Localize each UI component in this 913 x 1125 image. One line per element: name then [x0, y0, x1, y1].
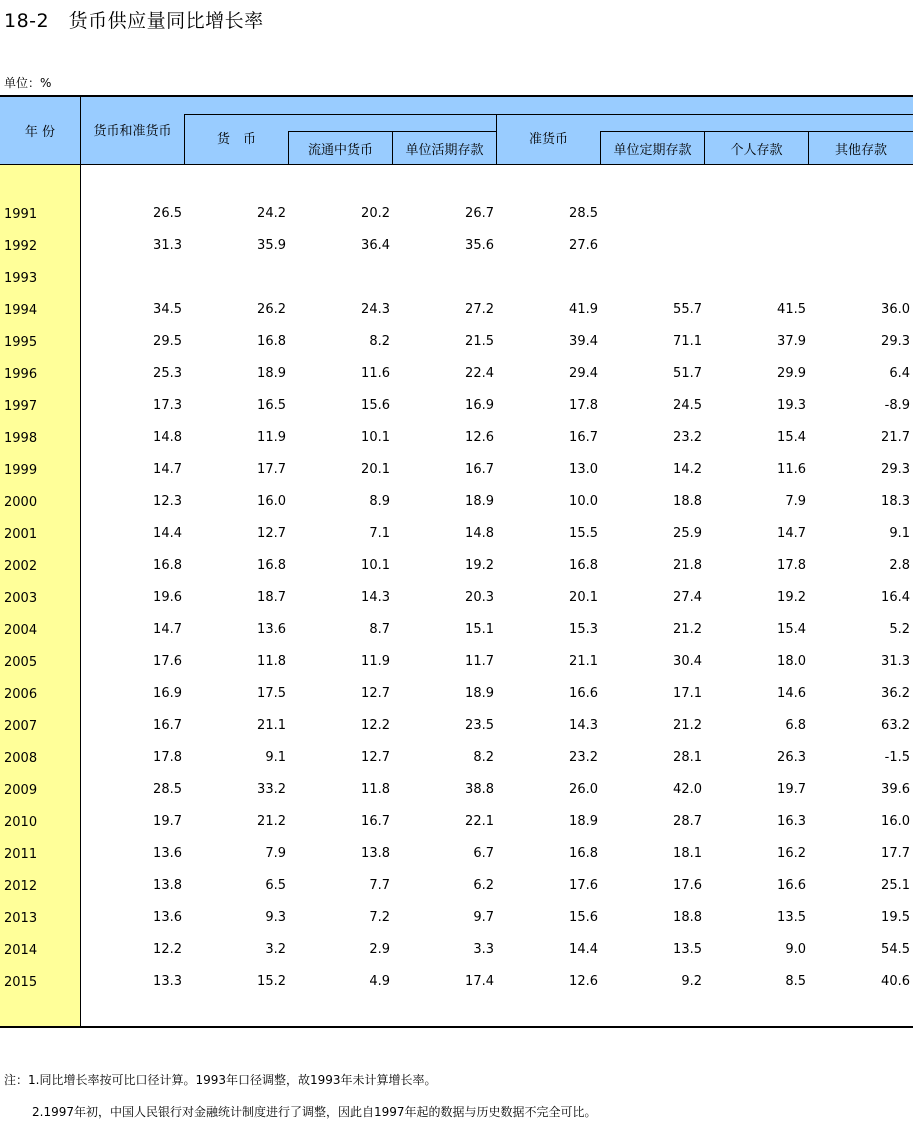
- value-cell: 21.2: [673, 718, 702, 733]
- value-cell: 18.0: [777, 654, 806, 669]
- year-cell: 1995: [4, 335, 38, 350]
- value-cell: 15.3: [569, 622, 598, 637]
- value-cell: 28.5: [153, 782, 182, 797]
- table-row: [0, 773, 913, 805]
- value-cell: 63.2: [881, 718, 910, 733]
- value-cell: 13.3: [153, 974, 182, 989]
- value-cell: 11.6: [361, 366, 390, 381]
- value-cell: 16.7: [465, 462, 494, 477]
- value-cell: 18.9: [465, 494, 494, 509]
- value-cell: 28.5: [569, 206, 598, 221]
- value-cell: 7.9: [265, 846, 286, 861]
- header-m2: 货币和准货币: [93, 123, 172, 139]
- table-row: [0, 357, 913, 389]
- value-cell: 14.3: [361, 590, 390, 605]
- value-cell: 21.5: [465, 334, 494, 349]
- value-cell: 35.9: [257, 238, 286, 253]
- value-cell: 12.2: [361, 718, 390, 733]
- value-cell: 3.2: [265, 942, 286, 957]
- value-cell: 16.0: [881, 814, 910, 829]
- year-cell: 2009: [4, 783, 38, 798]
- value-cell: 14.6: [777, 686, 806, 701]
- value-cell: 8.2: [369, 334, 390, 349]
- value-cell: 9.3: [265, 910, 286, 925]
- header-personal-deposits: 个人存款: [730, 142, 783, 158]
- table-row: [0, 869, 913, 901]
- value-cell: 13.6: [153, 846, 182, 861]
- year-cell: 2010: [4, 815, 38, 830]
- value-cell: 16.8: [257, 334, 286, 349]
- value-cell: 15.4: [777, 430, 806, 445]
- value-cell: 11.8: [257, 654, 286, 669]
- value-cell: 11.9: [257, 430, 286, 445]
- value-cell: 16.8: [569, 846, 598, 861]
- value-cell: 24.3: [361, 302, 390, 317]
- value-cell: 16.8: [569, 558, 598, 573]
- value-cell: 21.1: [569, 654, 598, 669]
- header-other-deposits: 其他存款: [834, 142, 887, 158]
- table-row: [0, 517, 913, 549]
- value-cell: 15.5: [569, 526, 598, 541]
- value-cell: 26.2: [257, 302, 286, 317]
- value-cell: 17.7: [881, 846, 910, 861]
- value-cell: 55.7: [673, 302, 702, 317]
- value-cell: 26.3: [777, 750, 806, 765]
- value-cell: 71.1: [673, 334, 702, 349]
- table-row: [0, 965, 913, 997]
- value-cell: 26.7: [465, 206, 494, 221]
- value-cell: 7.9: [785, 494, 806, 509]
- year-cell: 1997: [4, 399, 38, 414]
- value-cell: 26.0: [569, 782, 598, 797]
- value-cell: 28.1: [673, 750, 702, 765]
- value-cell: -8.9: [884, 398, 910, 413]
- value-cell: 14.7: [153, 462, 182, 477]
- value-cell: 6.7: [473, 846, 494, 861]
- value-cell: 29.3: [881, 462, 910, 477]
- value-cell: 17.5: [257, 686, 286, 701]
- table-row: [0, 677, 913, 709]
- value-cell: 18.8: [673, 494, 702, 509]
- value-cell: 14.7: [777, 526, 806, 541]
- table-row: [0, 421, 913, 453]
- value-cell: 29.9: [777, 366, 806, 381]
- value-cell: 19.2: [777, 590, 806, 605]
- table-row: [0, 741, 913, 773]
- value-cell: 40.6: [881, 974, 910, 989]
- value-cell: 18.8: [673, 910, 702, 925]
- year-cell: 2000: [4, 495, 38, 510]
- value-cell: 27.2: [465, 302, 494, 317]
- page-title: 18-2 货币供应量同比增长率: [4, 10, 264, 32]
- value-cell: 6.5: [265, 878, 286, 893]
- value-cell: 54.5: [881, 942, 910, 957]
- value-cell: 35.6: [465, 238, 494, 253]
- header-quasi-money: 准货币: [528, 131, 568, 147]
- value-cell: 20.3: [465, 590, 494, 605]
- value-cell: 7.1: [369, 526, 390, 541]
- header-m0: 流通中货币: [307, 142, 373, 158]
- value-cell: 17.1: [673, 686, 702, 701]
- value-cell: 23.2: [673, 430, 702, 445]
- value-cell: 14.7: [153, 622, 182, 637]
- value-cell: 14.4: [153, 526, 182, 541]
- value-cell: 10.1: [361, 558, 390, 573]
- value-cell: 12.6: [569, 974, 598, 989]
- value-cell: 14.3: [569, 718, 598, 733]
- year-cell: 1994: [4, 303, 38, 318]
- value-cell: 16.3: [777, 814, 806, 829]
- value-cell: 18.9: [569, 814, 598, 829]
- table-row: [0, 197, 913, 229]
- value-cell: -1.5: [884, 750, 910, 765]
- year-cell: 1991: [4, 207, 38, 222]
- table-row: [0, 549, 913, 581]
- table-row: [0, 293, 913, 325]
- value-cell: 17.8: [153, 750, 182, 765]
- value-cell: 8.9: [369, 494, 390, 509]
- value-cell: 16.6: [777, 878, 806, 893]
- value-cell: 41.5: [777, 302, 806, 317]
- value-cell: 17.6: [569, 878, 598, 893]
- value-cell: 16.7: [361, 814, 390, 829]
- value-cell: 14.8: [465, 526, 494, 541]
- table-body: [0, 197, 913, 997]
- table-row: [0, 581, 913, 613]
- value-cell: 18.3: [881, 494, 910, 509]
- value-cell: 24.2: [257, 206, 286, 221]
- value-cell: 22.4: [465, 366, 494, 381]
- value-cell: 23.2: [569, 750, 598, 765]
- value-cell: 18.9: [257, 366, 286, 381]
- value-cell: 31.3: [881, 654, 910, 669]
- table-row: [0, 901, 913, 933]
- value-cell: 19.6: [153, 590, 182, 605]
- value-cell: 6.8: [785, 718, 806, 733]
- year-cell: 2003: [4, 591, 38, 606]
- footnote-1: 注：1.同比增长率按可比口径计算。1993年口径调整，故1993年未计算增长率。: [4, 1073, 437, 1087]
- value-cell: 17.4: [465, 974, 494, 989]
- year-cell: 1996: [4, 367, 38, 382]
- value-cell: 10.1: [361, 430, 390, 445]
- value-cell: 17.8: [569, 398, 598, 413]
- value-cell: 12.6: [465, 430, 494, 445]
- value-cell: 12.7: [361, 686, 390, 701]
- value-cell: 16.5: [257, 398, 286, 413]
- value-cell: 8.5: [785, 974, 806, 989]
- header-bottom-rule: [0, 164, 913, 165]
- value-cell: 20.2: [361, 206, 390, 221]
- value-cell: 12.2: [153, 942, 182, 957]
- table-row: [0, 933, 913, 965]
- value-cell: 13.5: [673, 942, 702, 957]
- year-cell: 2005: [4, 655, 38, 670]
- value-cell: 6.2: [473, 878, 494, 893]
- value-cell: 16.8: [153, 558, 182, 573]
- value-cell: 17.6: [153, 654, 182, 669]
- year-cell: 2014: [4, 943, 38, 958]
- value-cell: 31.3: [153, 238, 182, 253]
- year-cell: 1999: [4, 463, 38, 478]
- year-cell: 2007: [4, 719, 38, 734]
- value-cell: 29.5: [153, 334, 182, 349]
- value-cell: 17.6: [673, 878, 702, 893]
- value-cell: 16.8: [257, 558, 286, 573]
- value-cell: 21.2: [673, 622, 702, 637]
- value-cell: 18.1: [673, 846, 702, 861]
- value-cell: 15.2: [257, 974, 286, 989]
- year-cell: 2002: [4, 559, 38, 574]
- value-cell: 13.8: [361, 846, 390, 861]
- year-cell: 2001: [4, 527, 38, 542]
- year-cell: 1992: [4, 239, 38, 254]
- value-cell: 18.7: [257, 590, 286, 605]
- footnote-2: 2.1997年初，中国人民银行对金融统计制度进行了调整，因此自1997年起的数据与历史数据不完全可比。: [32, 1105, 597, 1119]
- value-cell: 39.6: [881, 782, 910, 797]
- value-cell: 19.2: [465, 558, 494, 573]
- table-row: [0, 389, 913, 421]
- value-cell: 9.1: [265, 750, 286, 765]
- value-cell: 41.9: [569, 302, 598, 317]
- header-m1: 货 币: [216, 131, 256, 147]
- year-cell: 2006: [4, 687, 38, 702]
- value-cell: 2.8: [889, 558, 910, 573]
- value-cell: 13.5: [777, 910, 806, 925]
- value-cell: 42.0: [673, 782, 702, 797]
- year-cell: 2012: [4, 879, 38, 894]
- value-cell: 24.5: [673, 398, 702, 413]
- value-cell: 19.5: [881, 910, 910, 925]
- value-cell: 11.7: [465, 654, 494, 669]
- table-row: [0, 453, 913, 485]
- value-cell: 12.7: [361, 750, 390, 765]
- year-cell: 1993: [4, 271, 38, 286]
- value-cell: 39.4: [569, 334, 598, 349]
- value-cell: 19.3: [777, 398, 806, 413]
- table-row: [0, 645, 913, 677]
- value-cell: 13.6: [257, 622, 286, 637]
- value-cell: 51.7: [673, 366, 702, 381]
- value-cell: 11.6: [777, 462, 806, 477]
- value-cell: 25.1: [881, 878, 910, 893]
- value-cell: 17.3: [153, 398, 182, 413]
- year-cell: 2015: [4, 975, 38, 990]
- year-cell: 2004: [4, 623, 38, 638]
- table-row: [0, 613, 913, 645]
- value-cell: 12.3: [153, 494, 182, 509]
- value-cell: 9.1: [889, 526, 910, 541]
- value-cell: 16.9: [465, 398, 494, 413]
- value-cell: 13.8: [153, 878, 182, 893]
- value-cell: 13.0: [569, 462, 598, 477]
- value-cell: 21.2: [257, 814, 286, 829]
- table-row: [0, 485, 913, 517]
- table-row: [0, 261, 913, 293]
- value-cell: 4.9: [369, 974, 390, 989]
- value-cell: 27.4: [673, 590, 702, 605]
- value-cell: 8.2: [473, 750, 494, 765]
- value-cell: 16.0: [257, 494, 286, 509]
- value-cell: 14.4: [569, 942, 598, 957]
- value-cell: 25.3: [153, 366, 182, 381]
- value-cell: 23.5: [465, 718, 494, 733]
- value-cell: 29.3: [881, 334, 910, 349]
- value-cell: 26.5: [153, 206, 182, 221]
- value-cell: 17.7: [257, 462, 286, 477]
- value-cell: 9.2: [681, 974, 702, 989]
- header-divider: [184, 114, 913, 115]
- value-cell: 6.4: [889, 366, 910, 381]
- header-demand-deposits: 单位活期存款: [405, 142, 484, 158]
- value-cell: 37.9: [777, 334, 806, 349]
- value-cell: 36.0: [881, 302, 910, 317]
- value-cell: 7.7: [369, 878, 390, 893]
- table-row: [0, 837, 913, 869]
- value-cell: 21.1: [257, 718, 286, 733]
- value-cell: 11.8: [361, 782, 390, 797]
- value-cell: 19.7: [777, 782, 806, 797]
- value-cell: 25.9: [673, 526, 702, 541]
- value-cell: 22.1: [465, 814, 494, 829]
- value-cell: 16.7: [569, 430, 598, 445]
- year-cell: 2013: [4, 911, 38, 926]
- value-cell: 8.7: [369, 622, 390, 637]
- value-cell: 19.7: [153, 814, 182, 829]
- value-cell: 16.9: [153, 686, 182, 701]
- value-cell: 14.8: [153, 430, 182, 445]
- value-cell: 10.0: [569, 494, 598, 509]
- value-cell: 9.0: [785, 942, 806, 957]
- value-cell: 13.6: [153, 910, 182, 925]
- value-cell: 12.7: [257, 526, 286, 541]
- year-cell: 1998: [4, 431, 38, 446]
- value-cell: 2.9: [369, 942, 390, 957]
- table-row: [0, 709, 913, 741]
- value-cell: 3.3: [473, 942, 494, 957]
- value-cell: 16.2: [777, 846, 806, 861]
- table-row: [0, 229, 913, 261]
- value-cell: 30.4: [673, 654, 702, 669]
- year-cell: 2011: [4, 847, 38, 862]
- value-cell: 36.4: [361, 238, 390, 253]
- value-cell: 38.8: [465, 782, 494, 797]
- header-year: 年 份: [24, 125, 56, 140]
- value-cell: 21.7: [881, 430, 910, 445]
- value-cell: 34.5: [153, 302, 182, 317]
- unit-label: 单位：%: [4, 76, 52, 90]
- value-cell: 11.9: [361, 654, 390, 669]
- value-cell: 5.2: [889, 622, 910, 637]
- header-time-deposits: 单位定期存款: [613, 142, 692, 158]
- value-cell: 28.7: [673, 814, 702, 829]
- value-cell: 17.8: [777, 558, 806, 573]
- value-cell: 15.6: [361, 398, 390, 413]
- value-cell: 27.6: [569, 238, 598, 253]
- value-cell: 21.8: [673, 558, 702, 573]
- year-cell: 2008: [4, 751, 38, 766]
- value-cell: 15.6: [569, 910, 598, 925]
- value-cell: 18.9: [465, 686, 494, 701]
- value-cell: 33.2: [257, 782, 286, 797]
- value-cell: 36.2: [881, 686, 910, 701]
- value-cell: 16.7: [153, 718, 182, 733]
- table-row: [0, 325, 913, 357]
- value-cell: 7.2: [369, 910, 390, 925]
- table-row: [0, 805, 913, 837]
- table-bottom-rule: [0, 1026, 913, 1028]
- value-cell: 20.1: [361, 462, 390, 477]
- value-cell: 15.1: [465, 622, 494, 637]
- value-cell: 20.1: [569, 590, 598, 605]
- value-cell: 16.6: [569, 686, 598, 701]
- value-cell: 14.2: [673, 462, 702, 477]
- value-cell: 16.4: [881, 590, 910, 605]
- value-cell: 29.4: [569, 366, 598, 381]
- value-cell: 15.4: [777, 622, 806, 637]
- value-cell: 9.7: [473, 910, 494, 925]
